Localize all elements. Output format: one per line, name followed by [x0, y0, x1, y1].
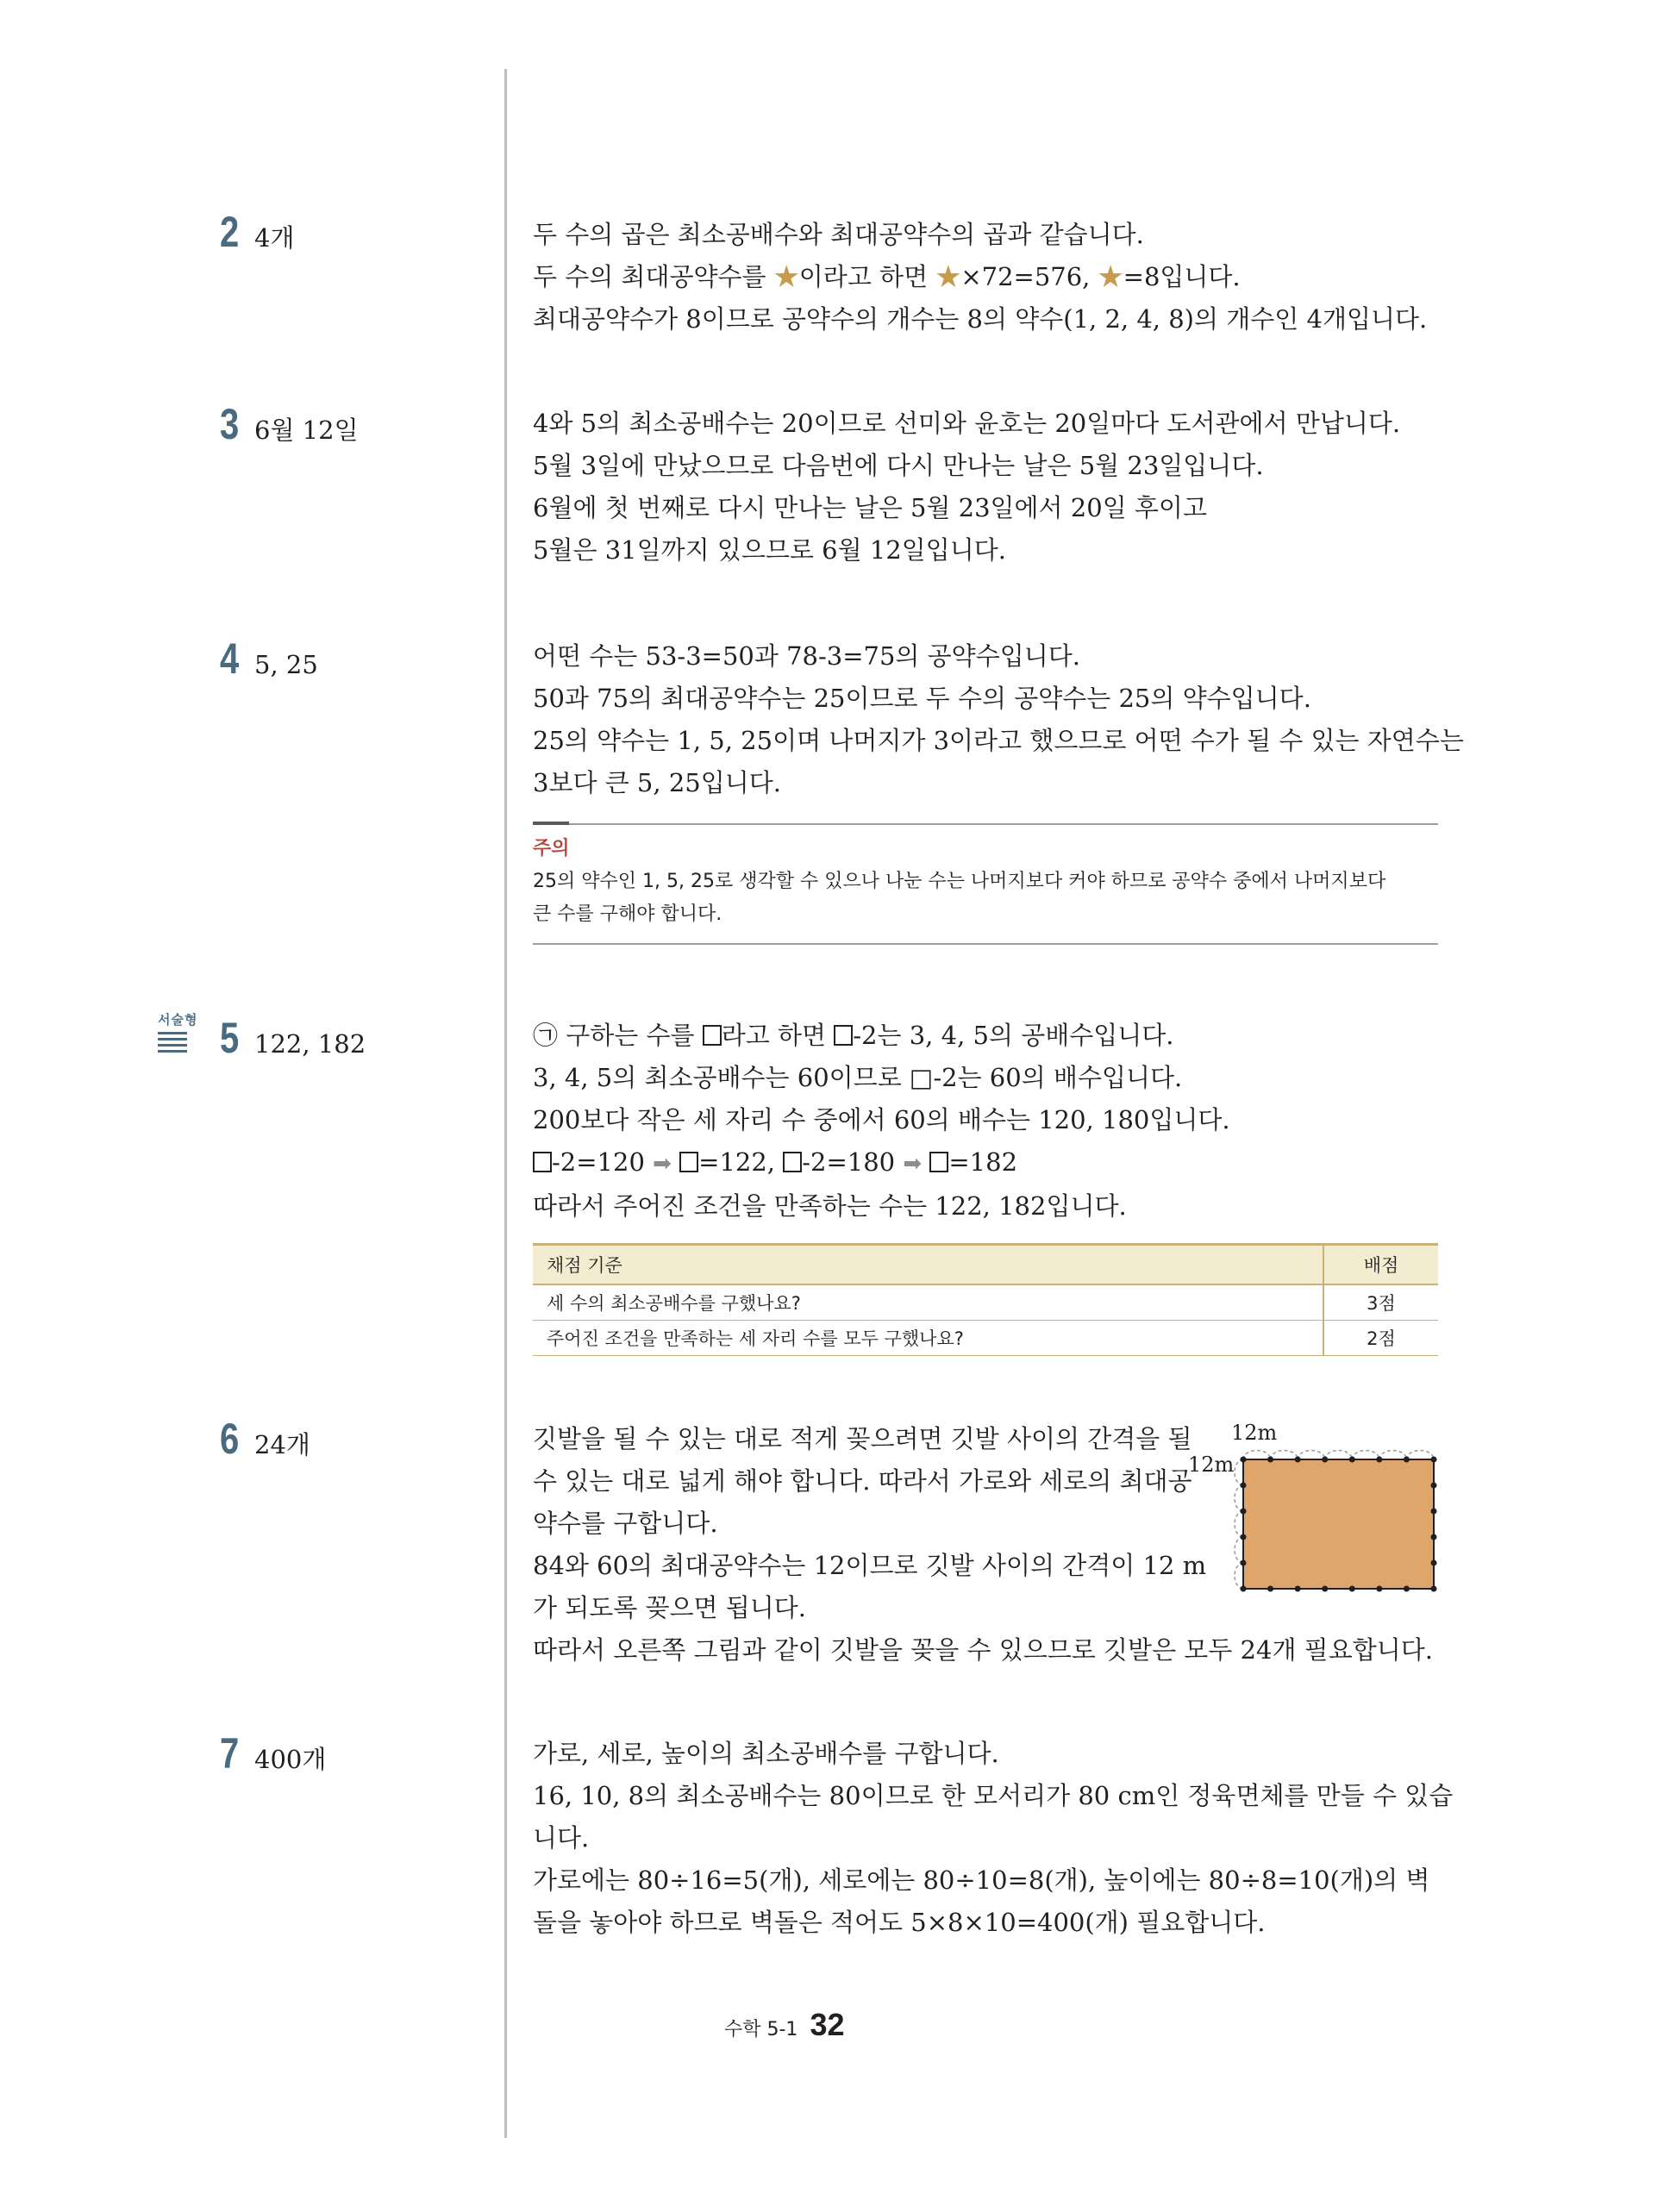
- problem-4-header: [220, 634, 318, 684]
- spacing-arc: [1325, 1450, 1353, 1459]
- problem-answer: 5, 25: [254, 650, 318, 679]
- top-spacing-label: 12m: [1231, 1421, 1278, 1445]
- field-rectangle: [1243, 1459, 1434, 1589]
- criteria-cell: 세 수의 최소공배수를 구했나요?: [533, 1284, 1323, 1321]
- spacing-arc: [1271, 1450, 1298, 1459]
- flag-dot: [1241, 1534, 1247, 1540]
- explanation-line: 5월은 31일까지 있으므로 6월 12일입니다.: [533, 535, 1006, 565]
- points-cell: 2점: [1323, 1321, 1438, 1356]
- flag-dot: [1241, 1560, 1247, 1566]
- explanation-line: 가 되도록 꽂으면 됩니다.: [533, 1593, 807, 1622]
- explanation-line: 최대공약수가 8이므로 공약수의 개수는 8의 약수(1, 2, 4, 8)의 개수인 4개입니다.: [533, 304, 1428, 334]
- explanation-line: 16, 10, 8의 최소공배수는 80이므로 한 모서리가 80 cm인 정육면체를 만들 수 있습: [533, 1781, 1454, 1810]
- spacing-arc: [1243, 1450, 1271, 1459]
- problem-number: 5: [220, 1014, 240, 1062]
- explanation-line: 돌을 놓아야 하므로 벽돌은 적어도 5×8×10=400(개) 필요합니다.: [533, 1908, 1266, 1937]
- explanation-line: 깃발을 될 수 있는 대로 적게 꽂으려면 깃발 사이의 간격을 될: [533, 1424, 1192, 1453]
- spacing-arc: [1235, 1537, 1243, 1563]
- flag-dot: [1431, 1509, 1437, 1515]
- center-divider: [504, 69, 507, 2138]
- left-spacing-label: 12m: [1188, 1453, 1235, 1477]
- spacing-arc: [1406, 1450, 1434, 1459]
- problem-6-header: [220, 1414, 310, 1464]
- flag-dot: [1322, 1457, 1328, 1463]
- flag-dot: [1241, 1457, 1247, 1463]
- explanation-line-star: 두 수의 최대공약수를 ★이라고 하면 ★×72=576, ★=8입니다.: [533, 262, 1241, 291]
- explanation-line: ㉠ 구하는 수를 라고 하면 -2는 3, 4, 5의 공배수입니다.: [533, 1021, 1174, 1050]
- flag-dot: [1431, 1534, 1437, 1540]
- table-row: [533, 1284, 1438, 1321]
- criteria-header: 채점 기준: [533, 1245, 1323, 1285]
- explanation-line: 따라서 주어진 조건을 만족하는 수는 122, 182입니다.: [533, 1191, 1127, 1221]
- explanation-line: 수 있는 대로 넓게 해야 합니다. 따라서 가로와 세로의 최대공: [533, 1466, 1192, 1496]
- spacing-arc: [1235, 1485, 1243, 1511]
- blank-box: [783, 1152, 802, 1172]
- flag-dot: [1322, 1586, 1328, 1592]
- note-body: [533, 865, 1438, 931]
- star-icon: ★: [935, 262, 961, 291]
- spacing-arc: [1298, 1450, 1325, 1459]
- problem-3-explanation: [533, 403, 1438, 572]
- explanation-line: 4와 5의 최소공배수는 20이므로 선미와 윤호는 20일마다 도서관에서 만납니다.: [533, 409, 1401, 438]
- flag-dot: [1431, 1586, 1437, 1592]
- descriptive-badge: [158, 1010, 206, 1053]
- note-line: 25의 약수인 1, 5, 25로 생각할 수 있으나 나눈 수는 나머지보다 커야 하므로 공약수 중에서 나머지보다: [533, 871, 1386, 892]
- explanation-line: 50과 75의 최대공약수는 25이므로 두 수의 공약수는 25의 약수입니다.: [533, 684, 1311, 713]
- flag-dot: [1404, 1586, 1410, 1592]
- explanation-line: 가로, 세로, 높이의 최소공배수를 구합니다.: [533, 1739, 999, 1768]
- flag-dot: [1404, 1457, 1410, 1463]
- flag-dot: [1241, 1483, 1247, 1489]
- flag-dot: [1376, 1457, 1382, 1463]
- spacing-arc: [1235, 1563, 1243, 1589]
- problem-5-header: [220, 1013, 366, 1063]
- explanation-line: 5월 3일에 만났으므로 다음번에 다시 만나는 날은 5월 23일입니다.: [533, 451, 1264, 480]
- problem-answer: 6월 12일: [254, 416, 359, 445]
- flag-dot: [1295, 1457, 1301, 1463]
- explanation-line: 84와 60의 최대공약수는 12이므로 깃발 사이의 간격이 12 m: [533, 1551, 1207, 1580]
- note-line: 큰 수를 구해야 합니다.: [533, 903, 722, 925]
- spacing-arc: [1235, 1459, 1243, 1485]
- problem-number: 4: [220, 634, 240, 683]
- explanation-line: 25의 약수는 1, 5, 25이며 나머지가 3이라고 했으므로 어떤 수가 될 수 있는 자연수는: [533, 726, 1464, 755]
- flag-dot: [1295, 1586, 1301, 1592]
- explanation-line: 가로에는 80÷16=5(개), 세로에는 80÷10=8(개), 높이에는 80÷8=10(개)의 벽: [533, 1865, 1430, 1895]
- explanation-line: -2=120 ➡ =122, -2=180 ➡ =182: [533, 1141, 1438, 1185]
- explanation-line: 약수를 구합니다.: [533, 1509, 718, 1538]
- flag-rectangle-figure: [1181, 1418, 1440, 1603]
- flag-dot: [1431, 1560, 1437, 1566]
- flag-dot: [1431, 1483, 1437, 1489]
- problem-answer: 122, 182: [254, 1029, 366, 1059]
- criteria-cell: 주어진 조건을 만족하는 세 자리 수를 모두 구했나요?: [533, 1321, 1323, 1356]
- flag-dot: [1267, 1457, 1273, 1463]
- problem-3-header: [220, 399, 359, 449]
- problem-number: 6: [220, 1415, 240, 1463]
- flag-dot: [1349, 1586, 1355, 1592]
- badge-lines-icon: [158, 1032, 206, 1053]
- flag-dot: [1267, 1586, 1273, 1592]
- problem-answer: 4개: [254, 223, 295, 253]
- problem-2-header: [220, 207, 294, 257]
- table-row: [533, 1321, 1438, 1356]
- explanation-line: 200보다 작은 세 자리 수 중에서 60의 배수는 120, 180입니다.: [533, 1105, 1230, 1134]
- caution-note: [533, 823, 1438, 945]
- blank-box: [929, 1152, 948, 1172]
- explanation-line: 따라서 오른쪽 그림과 같이 깃발을 꽂을 수 있으므로 깃발은 모두 24개 필요합니다.: [533, 1635, 1433, 1665]
- note-marker: [533, 822, 569, 825]
- star-icon: ★: [773, 262, 799, 291]
- explanation-line: 3보다 큰 5, 25입니다.: [533, 768, 781, 797]
- problem-4-explanation: [533, 635, 1464, 804]
- page-number: 32: [810, 2007, 845, 2042]
- arrow-right-icon: ➡: [653, 1151, 672, 1177]
- blank-box: [679, 1152, 698, 1172]
- problem-answer: 400개: [254, 1745, 327, 1774]
- points-cell: 3점: [1323, 1284, 1438, 1321]
- flag-dot: [1349, 1457, 1355, 1463]
- scoring-table: [533, 1243, 1438, 1356]
- book-label: 수학 5-1: [724, 2019, 798, 2040]
- spacing-arc: [1235, 1511, 1243, 1537]
- explanation-line: 6월에 첫 번째로 다시 만나는 날은 5월 23일에서 20일 후이고: [533, 493, 1207, 522]
- problem-number: 3: [220, 400, 240, 448]
- badge-label: 서술형: [158, 1012, 198, 1028]
- explanation-line: 두 수의 곱은 최소공배수와 최대공약수의 곱과 같습니다.: [533, 220, 1144, 249]
- star-icon: ★: [1098, 262, 1123, 291]
- explanation-line: 어떤 수는 53-3=50과 78-3=75의 공약수입니다.: [533, 641, 1080, 671]
- flag-dot: [1241, 1509, 1247, 1515]
- points-header: 배점: [1323, 1245, 1438, 1285]
- flag-dot: [1431, 1457, 1437, 1463]
- arrow-right-icon: ➡: [903, 1151, 923, 1177]
- note-title: 주의: [533, 838, 570, 859]
- blank-box: [834, 1025, 853, 1046]
- problem-number: 2: [220, 208, 240, 256]
- problem-7-header: [220, 1728, 326, 1778]
- problem-answer: 24개: [254, 1430, 310, 1459]
- table-header-row: [533, 1245, 1438, 1285]
- explanation-line: 3, 4, 5의 최소공배수는 60이므로 □-2는 60의 배수입니다.: [533, 1063, 1183, 1092]
- problem-number: 7: [220, 1729, 240, 1778]
- problem-2-explanation: [533, 214, 1438, 341]
- blank-box: [533, 1152, 552, 1172]
- problem-7-explanation: [533, 1733, 1454, 1944]
- explanation-line: 니다.: [533, 1823, 590, 1853]
- flag-dot: [1241, 1586, 1247, 1592]
- page-footer: [724, 2007, 844, 2043]
- flag-dot: [1376, 1586, 1382, 1592]
- spacing-arc: [1352, 1450, 1379, 1459]
- example-mark: ㉠: [533, 1021, 559, 1050]
- problem-5-explanation: [533, 1015, 1438, 1228]
- blank-box: [703, 1025, 722, 1046]
- spacing-arc: [1379, 1450, 1407, 1459]
